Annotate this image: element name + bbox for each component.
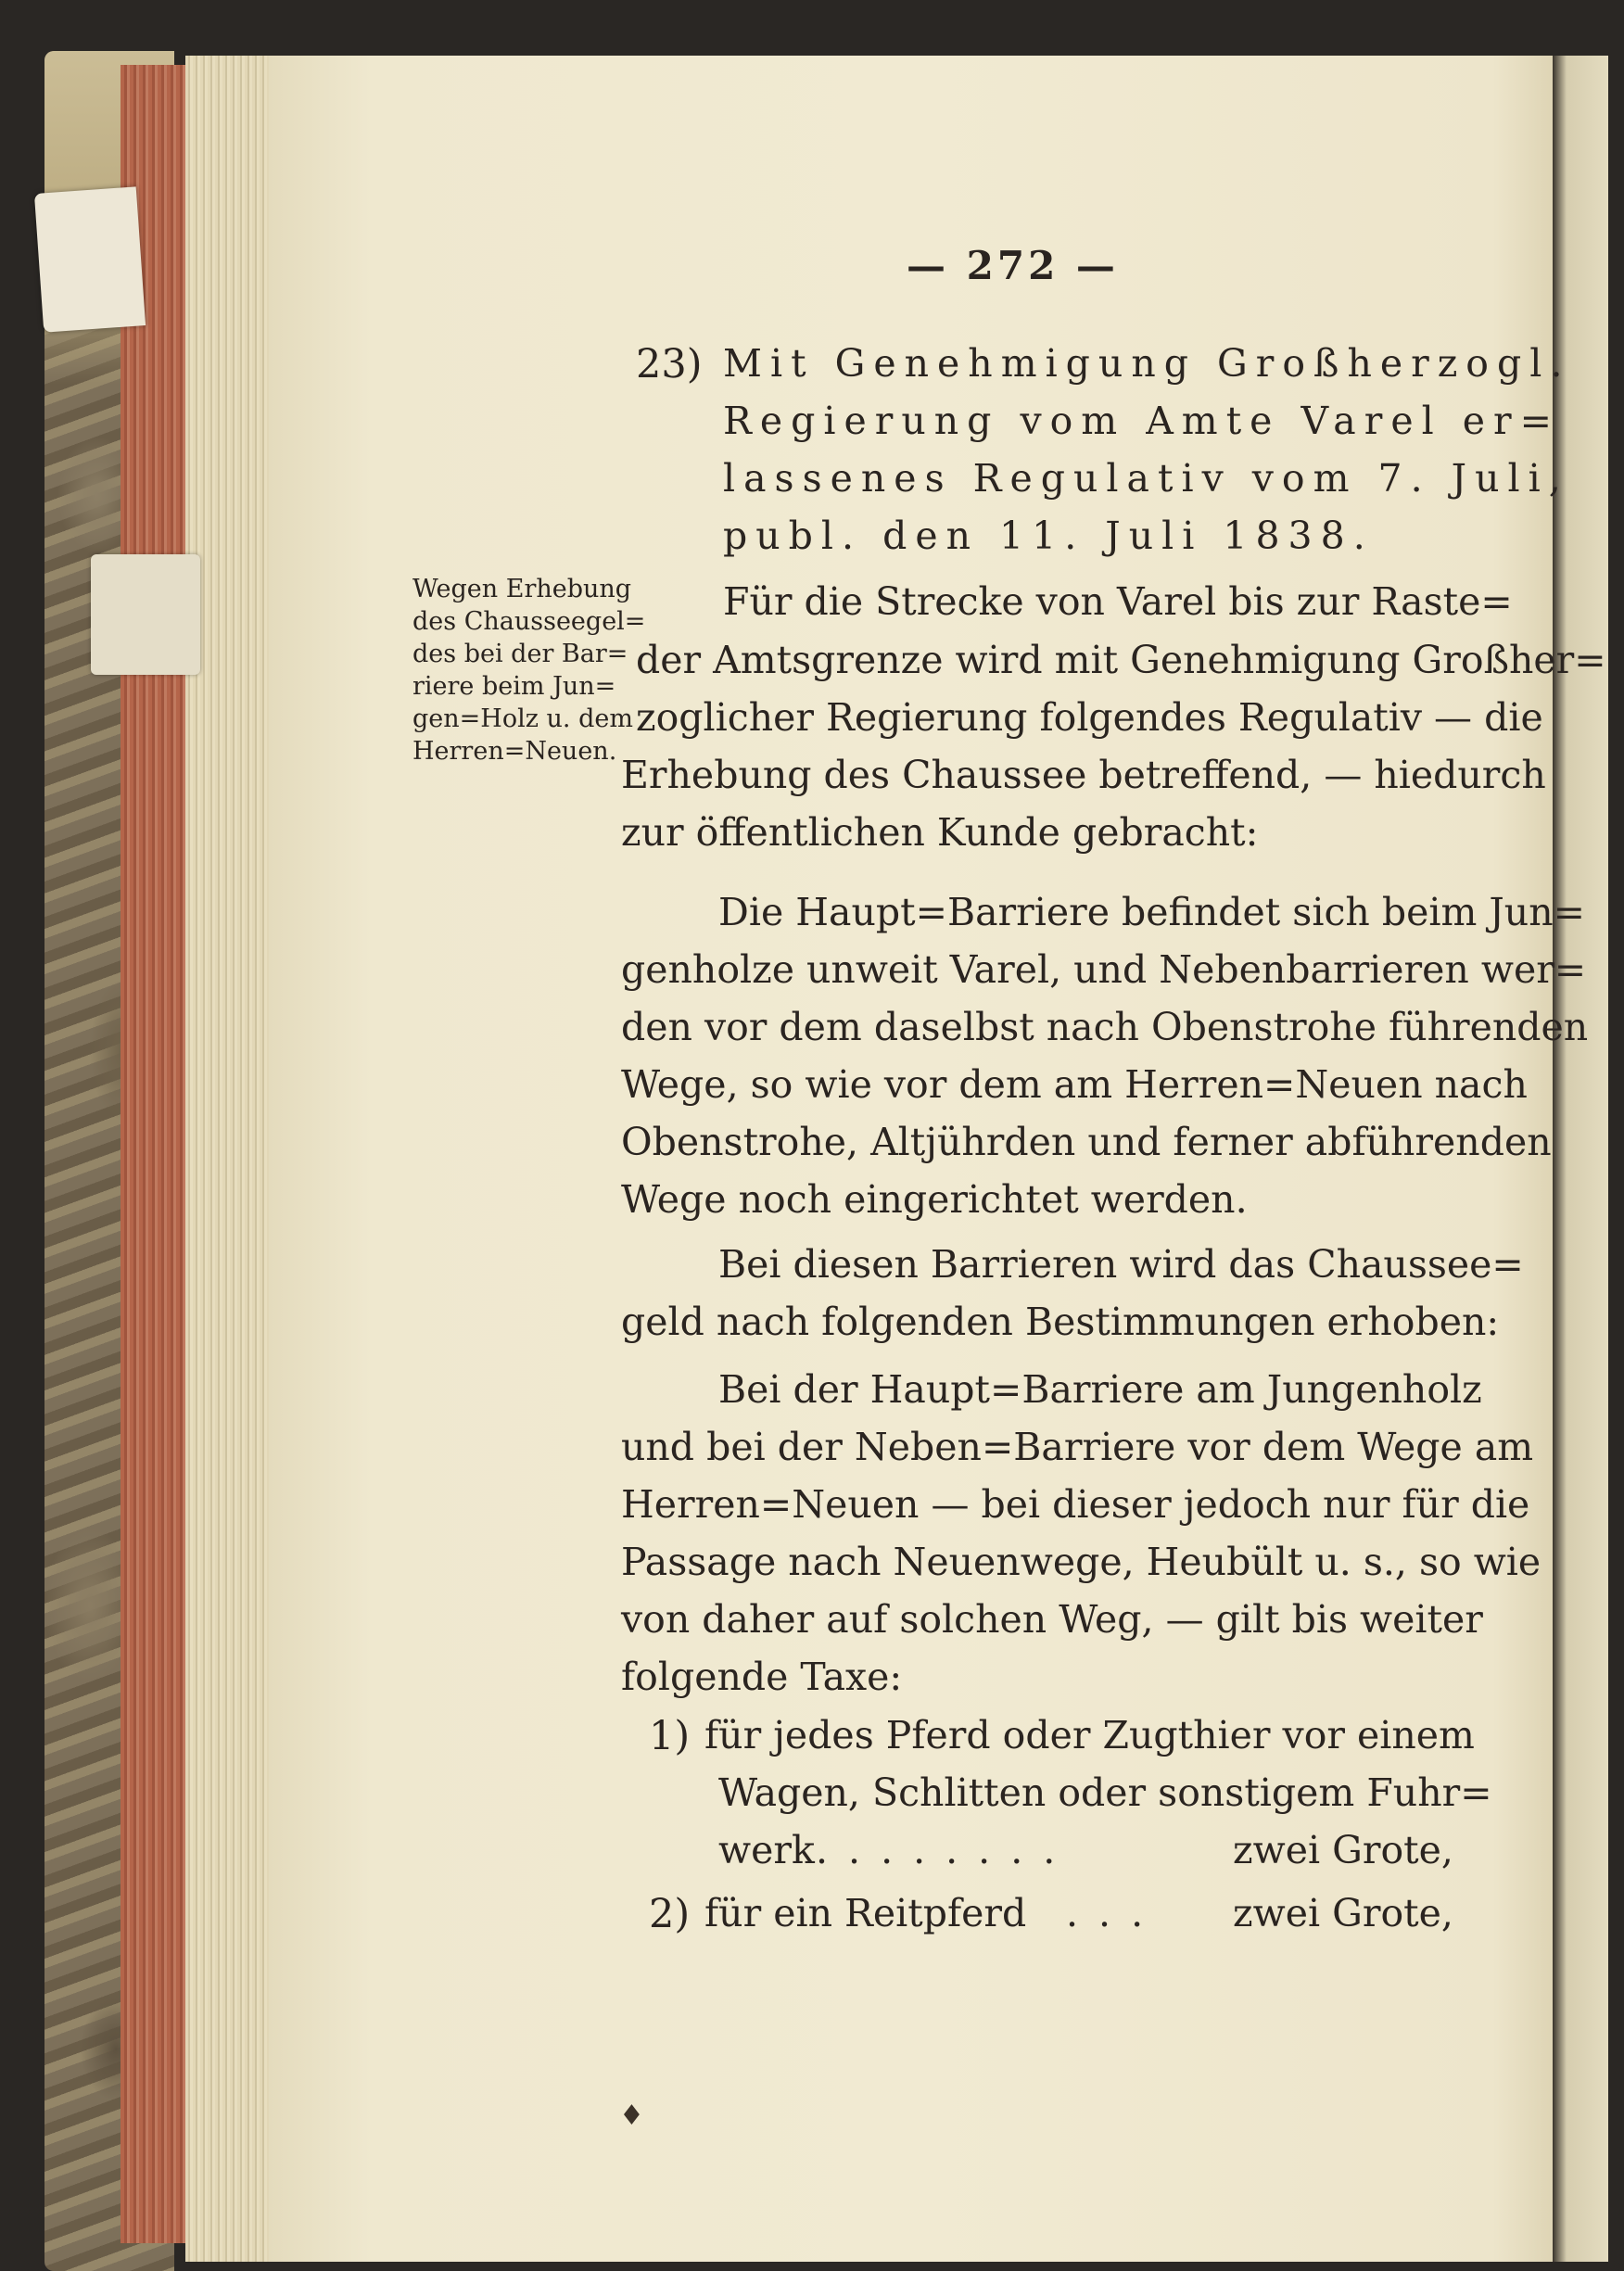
body-line: von daher auf solchen Weg, — gilt bis weiter <box>621 1597 1483 1642</box>
heading-line: Mit Genehmigung Großherzogl. <box>723 341 1571 386</box>
body-line: und bei der Neben=Barriere vor dem Wege am <box>621 1425 1534 1469</box>
body-line: Für die Strecke von Varel bis zur Raste= <box>723 579 1513 624</box>
body-line: genholze unweit Varel, und Nebenbarrieren wer= <box>621 947 1587 992</box>
heading-number: 23) <box>636 341 703 387</box>
side-note-line: des Chausseegel= <box>412 607 646 636</box>
side-note-line: riere beim Jun= <box>412 672 616 701</box>
tariff-line: Wagen, Schlitten oder sonstigem Fuhr= <box>718 1770 1492 1815</box>
facing-page-edge <box>1553 56 1608 2262</box>
footer-mark: ♦ <box>619 2100 644 2132</box>
body-line: Bei der Haupt=Barriere am Jungenholz <box>718 1367 1482 1412</box>
tariff-number: 1) <box>649 1713 691 1759</box>
body-line: Die Haupt=Barriere befindet sich beim Jun= <box>718 890 1585 934</box>
body-line: geld nach folgenden Bestimmungen erhoben: <box>621 1300 1500 1344</box>
tariff-label: werk <box>718 1828 815 1872</box>
paper-tab <box>34 186 146 332</box>
body-line: Bei diesen Barrieren wird das Chaussee= <box>718 1242 1524 1287</box>
body-line: der Amtsgrenze wird mit Genehmigung Großher= <box>636 638 1606 682</box>
red-page-edge <box>121 65 185 2243</box>
side-note-line: des bei der Bar= <box>412 640 628 668</box>
page-number: — 272 — <box>907 243 1119 288</box>
tariff-price: zwei Grote, <box>1233 1891 1453 1935</box>
body-line: Obenstrohe, Altjührden und ferner abführenden <box>621 1120 1552 1164</box>
body-line: folgende Taxe: <box>621 1655 903 1699</box>
body-line: Wege, so wie vor dem am Herren=Neuen nach <box>621 1062 1528 1107</box>
tariff-line: für jedes Pferd oder Zugthier vor einem <box>704 1713 1475 1757</box>
body-line: Erhebung des Chaussee betreffend, — hiedurch <box>621 753 1546 797</box>
heading-line: lassenes Regulativ vom 7. Juli, <box>723 456 1569 501</box>
body-line: zoglicher Regierung folgendes Regulativ — die <box>636 695 1543 740</box>
heading-line: Regierung vom Amte Varel er= <box>723 399 1560 443</box>
side-note-line: gen=Holz u. dem <box>412 704 633 733</box>
body-line: Passage nach Neuenwege, Heubült u. s., so wie <box>621 1540 1542 1584</box>
body-line: zur öffentlichen Kunde gebracht: <box>621 810 1259 855</box>
body-line: den vor dem daselbst nach Obenstrohe führenden <box>621 1005 1589 1049</box>
side-note-line: Herren=Neuen. <box>412 737 617 766</box>
body-line: Wege noch eingerichtet werden. <box>621 1177 1248 1222</box>
side-note-line: Wegen Erhebung <box>412 575 632 603</box>
tariff-label: für ein Reitpferd <box>704 1891 1027 1935</box>
tariff-leader: ........ <box>816 1828 1076 1872</box>
body-line: Herren=Neuen — bei dieser jedoch nur für die <box>621 1482 1530 1527</box>
heading-line: publ. den 11. Juli 1838. <box>723 514 1374 558</box>
tariff-leader: ... <box>1066 1891 1164 1935</box>
tariff-number: 2) <box>649 1891 691 1937</box>
paper-tab <box>91 554 200 675</box>
tariff-price: zwei Grote, <box>1233 1828 1453 1872</box>
